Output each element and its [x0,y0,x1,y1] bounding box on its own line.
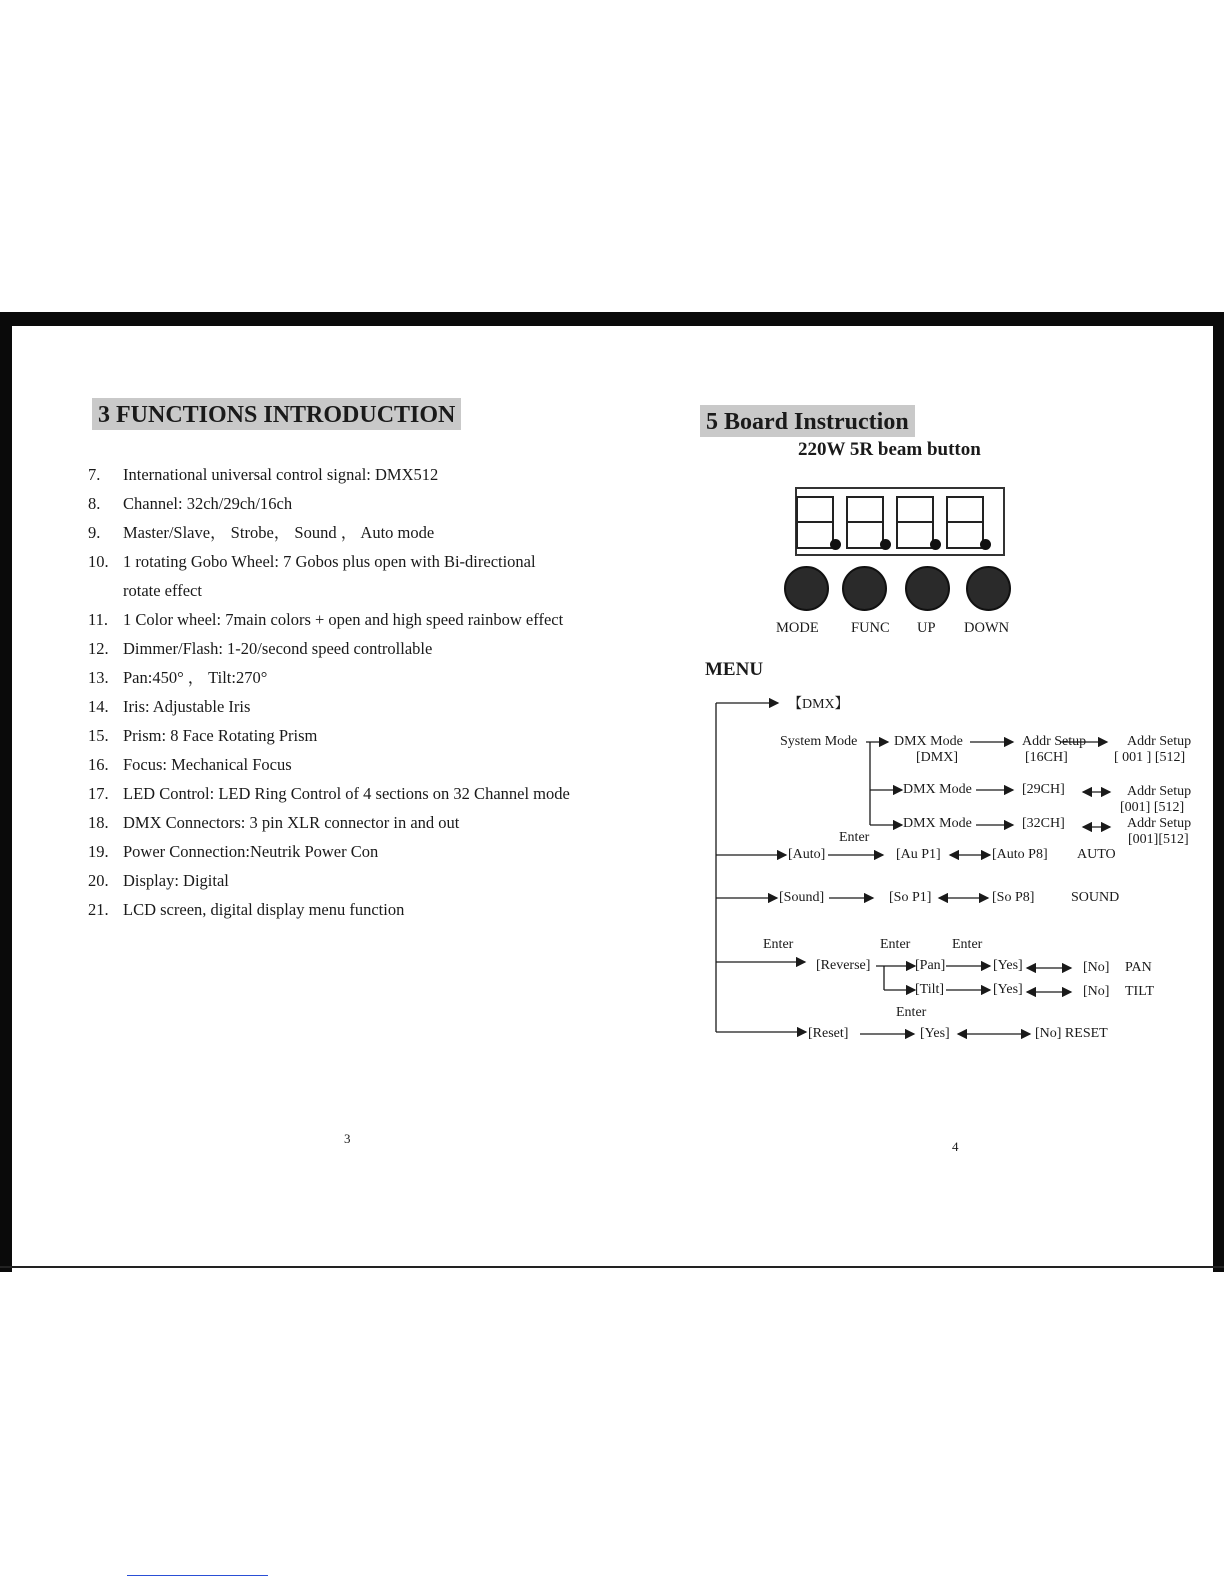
menu-system-mode: System Mode [780,734,858,749]
menu-29ch: [29CH] [1022,782,1065,797]
menu-enter-5: Enter [896,1005,927,1020]
menu-enter-4: Enter [952,937,983,952]
feature-text: Iris: Adjustable Iris [123,697,251,716]
menu-tilt-label: TILT [1125,984,1155,999]
menu-auto-label: AUTO [1077,847,1116,862]
menu-reset: [Reset] [808,1026,849,1041]
page-number-right: 4 [952,1139,959,1154]
feature-text: Channel: 32ch/29ch/16ch [123,494,293,513]
feature-text: Dimmer/Flash: 1-20/second speed controllable [123,639,433,658]
feature-number: 18. [88,813,109,832]
menu-reverse: [Reverse] [816,958,871,973]
menu-au-p1: [Au P1] [896,847,941,862]
menu-dmx-mode-16: DMX Mode [894,734,963,749]
menu-dmx-sub: [DMX] [916,750,958,765]
feature-number: 14. [88,697,109,716]
feature-text: DMX Connectors: 3 pin XLR connector in and out [123,813,460,832]
feature-number: 7. [88,465,101,484]
menu-sound: [Sound] [779,890,825,905]
menu-range-32: [001][512] [1128,832,1189,847]
menu-tilt: [Tilt] [915,982,945,997]
feature-text: rotate effect [123,581,202,600]
menu-32ch: [32CH] [1022,816,1065,831]
feature-number: 21. [88,900,109,919]
feature-text: International universal control signal: DMX512 [123,465,439,484]
menu-enter-2: Enter [763,937,794,952]
menu-addr-setup: Addr Setup [1022,734,1087,749]
board-subtitle: 220W 5R beam button [798,439,981,460]
feature-number: 17. [88,784,109,803]
menu-16ch: [16CH] [1025,750,1068,765]
menu-so-p8: [So P8] [992,890,1035,905]
menu-no-reset: [No] RESET [1035,1026,1108,1041]
feature-number: 19. [88,842,109,861]
feature-text: Focus: Mechanical Focus [123,755,292,774]
feature-number: 10. [88,552,109,571]
up-button-label: UP [917,620,936,636]
menu-range-16: [ 001 ] [512] [1114,750,1186,765]
menu-addr-setup-32: Addr Setup [1127,816,1192,831]
section-heading-board: 5 Board Instruction [700,405,915,437]
menu-so-p1: [So P1] [889,890,932,905]
menu-enter-1: Enter [839,830,870,845]
feature-text: LCD screen, digital display menu function [123,900,405,919]
menu-pan-label: PAN [1125,960,1152,975]
menu-auto-p8: [Auto P8] [992,847,1048,862]
menu-enter-3: Enter [880,937,911,952]
feature-text: Pan:450° ， Tilt:270° [123,668,268,687]
feature-number: 8. [88,494,101,513]
mode-button-label: MODE [776,620,819,636]
feature-number: 16. [88,755,109,774]
section-heading-functions: 3 FUNCTIONS INTRODUCTION [92,398,461,430]
menu-addr-setup-16: Addr Setup [1127,734,1192,749]
feature-number: 13. [88,668,109,687]
menu-yes-reset: [Yes] [920,1026,950,1041]
menu-sound-label: SOUND [1071,890,1120,905]
page-number-left: 3 [344,1131,351,1146]
menu-yes-tilt: [Yes] [993,982,1023,997]
menu-title: MENU [705,659,764,680]
menu-auto: [Auto] [788,847,826,862]
menu-pan: [Pan] [915,958,946,973]
feature-text: Master/Slave， Strobe， Sound ， Auto mode [123,523,435,542]
menu-dmx-mode-29: DMX Mode [903,782,972,797]
feature-number: 11. [88,610,109,629]
feature-text: Display: Digital [123,871,229,890]
feature-text: Power Connection:Neutrik Power Con [123,842,379,861]
menu-no-pan: [No] [1083,960,1110,975]
feature-text: LED Control: LED Ring Control of 4 sections on 32 Channel mode [123,784,570,803]
menu-range-29: [001] [512] [1120,800,1185,815]
down-button-label: DOWN [964,620,1010,636]
feature-number: 9. [88,523,101,542]
feature-text: 1 Color wheel: 7main colors + open and high speed rainbow effect [123,610,564,629]
menu-yes-pan: [Yes] [993,958,1023,973]
menu-dmx: 【DMX】 [788,697,849,712]
feature-number: 15. [88,726,109,745]
menu-no-tilt: [No] [1083,984,1110,999]
menu-addr-setup-29: Addr Setup [1127,784,1192,799]
feature-number: 20. [88,871,109,890]
feature-text: Prism: 8 Face Rotating Prism [123,726,318,745]
menu-dmx-mode-32: DMX Mode [903,816,972,831]
func-button-label: FUNC [851,620,890,636]
feature-number: 12. [88,639,109,658]
feature-text: 1 rotating Gobo Wheel: 7 Gobos plus open with Bi-directional [123,552,536,571]
